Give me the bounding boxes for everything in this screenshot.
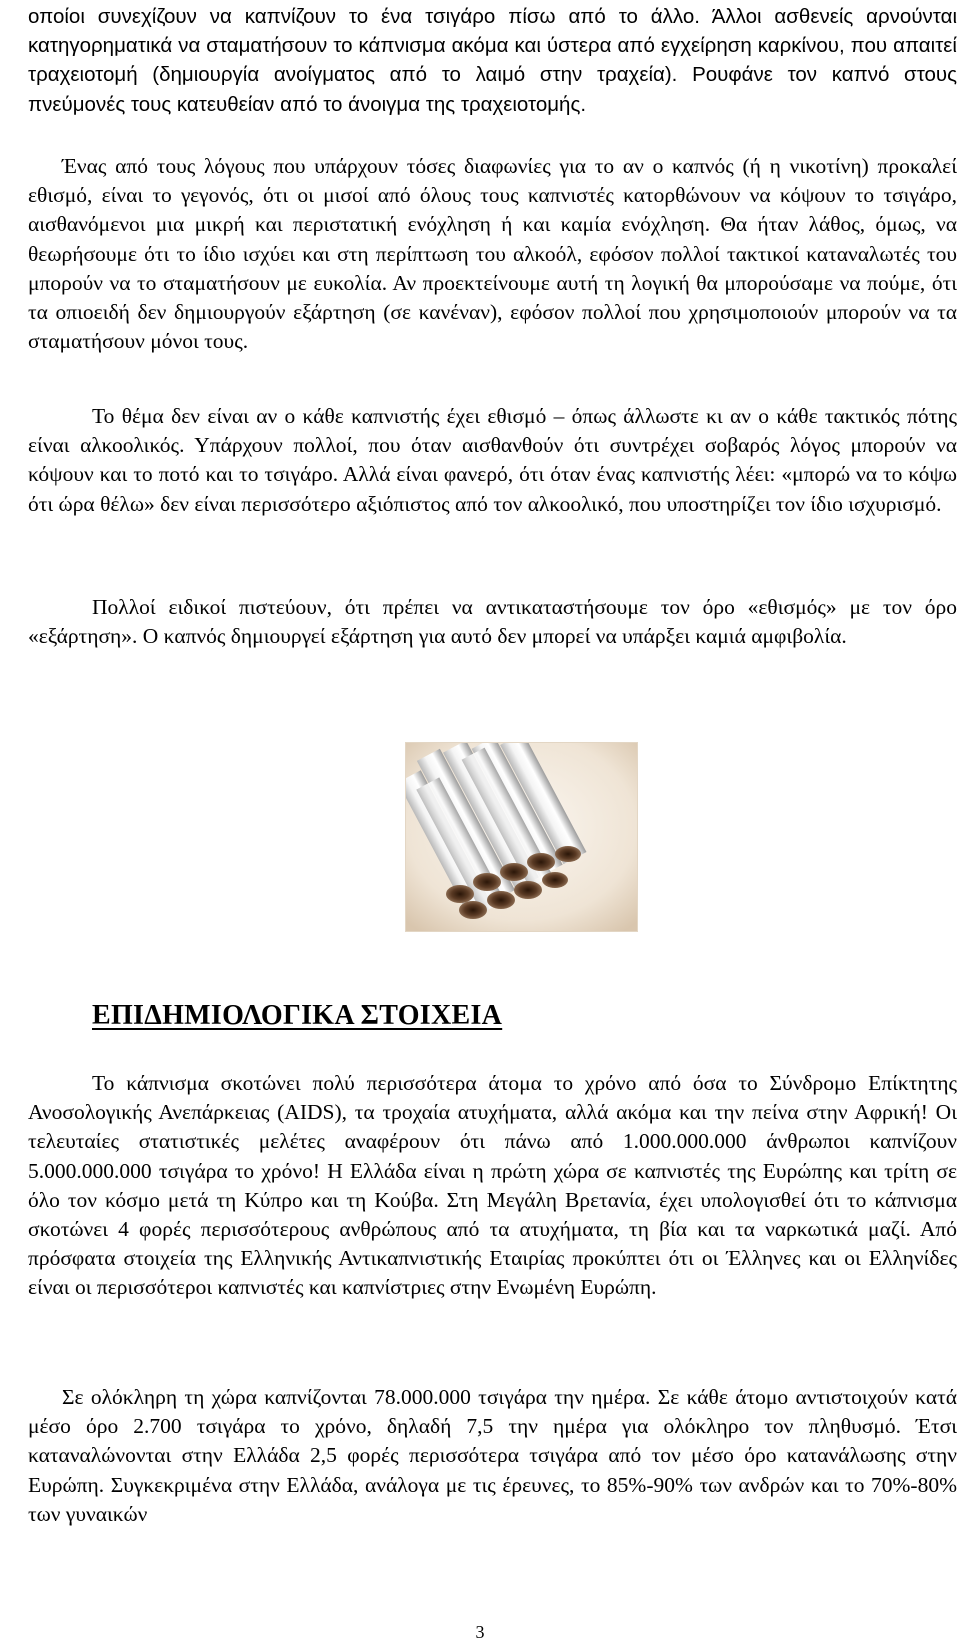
paragraph-tracheotomy: οποίοι συνεχίζουν να καπνίζουν το ένα τσιγάρο πίσω από το άλλο. Άλλοι ασθενείς αρνούνται κατηγορηματικά να σταματήσουν το κάπνισμα ακόμα και ύστερα από εγχείρηση καρκίνου, που απαιτεί τραχειοτομή (δημιουργία ανοίγματος από το λαιμό στην τραχεία). Ρουφάνε τον καπνό στους πνεύμονές τους κατευθείαν από το άνοιγμα της τραχειοτομής.	[28, 5, 957, 116]
cigarettes-image	[405, 742, 638, 932]
paragraph-smoker-claim: Το θέμα δεν είναι αν ο κάθε καπνιστής έχει εθισμό – όπως άλλωστε κι αν ο κάθε τακτικός πότης είναι αλκοολικός. Υπάρχουν πολλοί, που όταν αισθανθούν ότι συντρέχει σοβαρός λόγος μπορούν να κόψουν και το ποτό και το τσιγάρο. Αλλά είναι φανερό, ότι όταν ένας καπνιστής λέει: «μπορώ να το κόψω ότι ώρα θέλω» δεν είναι περισσότερο αξιόπιστος από τον αλκοολικό, που υποστηρίζει τον ίδιο ισχυρισμό.	[28, 404, 957, 516]
paragraph-dependence-term: Πολλοί ειδικοί πιστεύουν, ότι πρέπει να αντικαταστήσουμε τον όρο «εθισμός» με τον όρο «εξάρτηση». Ο καπνός δημιουργεί εξάρτηση για αυτό δεν μπορεί να υπάρξει καμιά αμφιβολία.	[28, 595, 957, 649]
page-number: 3	[475, 1622, 485, 1642]
section-heading: ΕΠΙΔΗΜΙΟΛΟΓΙΚΑ ΣΤΟΙΧΕΙΑ	[92, 1000, 503, 1031]
cigarettes-bundle-icon	[405, 742, 638, 932]
paragraph-addiction-debate: Ένας από τους λόγους που υπάρχουν τόσες διαφωνίες για το αν ο καπνός (ή η νικοτίνη) προκαλεί εθισμό, είναι το γεγονός, ότι οι μισοί από όλους τους καπνιστές κατορθώνουν να κόψουν το τσιγάρο, αισθανόμενοι μια μικρή και περιστατική ενόχληση ή και καμία ενόχληση. Θα ήταν λάθος, όμως, να θεωρήσουμε ότι το ίδιο ισχύει και στη περίπτωση του αλκοόλ, εφόσον πολλοί τακτικοί καταναλωτές του μπορούν να το σταματήσουν με ευκολία. Αν προεκτείνουμε αυτή τη λογική θα μπορούσαμε να πούμε, ότι τα οπιοειδή δεν δημιουργούν εξάρτηση (σε κανέναν), εφόσον πολλοί που χρησιμοποιούν μπορούν να τα σταματήσουν μόνοι τους.	[28, 154, 957, 354]
paragraph-consumption-greece: Σε ολόκληρη τη χώρα καπνίζονται 78.000.000 τσιγάρα την ημέρα. Σε κάθε άτομο αντιστοιχούν κατά μέσο όρο 2.700 τσιγάρα το χρόνο, δηλαδή 7,5 την ημέρα για ολόκληρο τον πληθυσμό. Έτσι καταναλώνονται στην Ελλάδα 2,5 φορές περισσότερα τσιγάρα από τον μέσο όρο κατανάλωσης στην Ευρώπη. Συγκεκριμένα στην Ελλάδα, ανάλογα με τις έρευνες, το 85%-90% των ανδρών και το 70%-80% των γυναικών	[28, 1385, 957, 1526]
paragraph-epidemiology: Το κάπνισμα σκοτώνει πολύ περισσότερα άτομα το χρόνο από όσα το Σύνδρομο Επίκτητης Ανοσολογικής Ανεπάρκειας (AIDS), τα τροχαία ατυχήματα, αλλά ακόμα και την πείνα στην Αφρική! Οι τελευταίες στατιστικές μελέτες αναφέρουν ότι πάνω από 1.000.000.000 άνθρωποι καπνίζουν 5.000.000.000 τσιγάρα το χρόνο! Η Ελλάδα είναι η πρώτη χώρα σε καπνιστές της Ευρώπης και τρίτη σε όλο τον κόσμο μετά τη Κύπρο και τη Κούβα. Στη Μεγάλη Βρετανία, έχει υπολογισθεί ότι το κάπνισμα σκοτώνει 4 φορές περισσότερους ανθρώπους από τα ατυχήματα, τη βία και τα ναρκωτικά μαζί. Από πρόσφατα στοιχεία της Ελληνικής Αντικαπνιστικής Εταιρίας προκύπτει ότι οι Έλληνες και οι Ελληνίδες είναι οι περισσότεροι καπνιστές και καπνίστριες στην Ενωμένη Ευρώπη.	[28, 1071, 957, 1300]
